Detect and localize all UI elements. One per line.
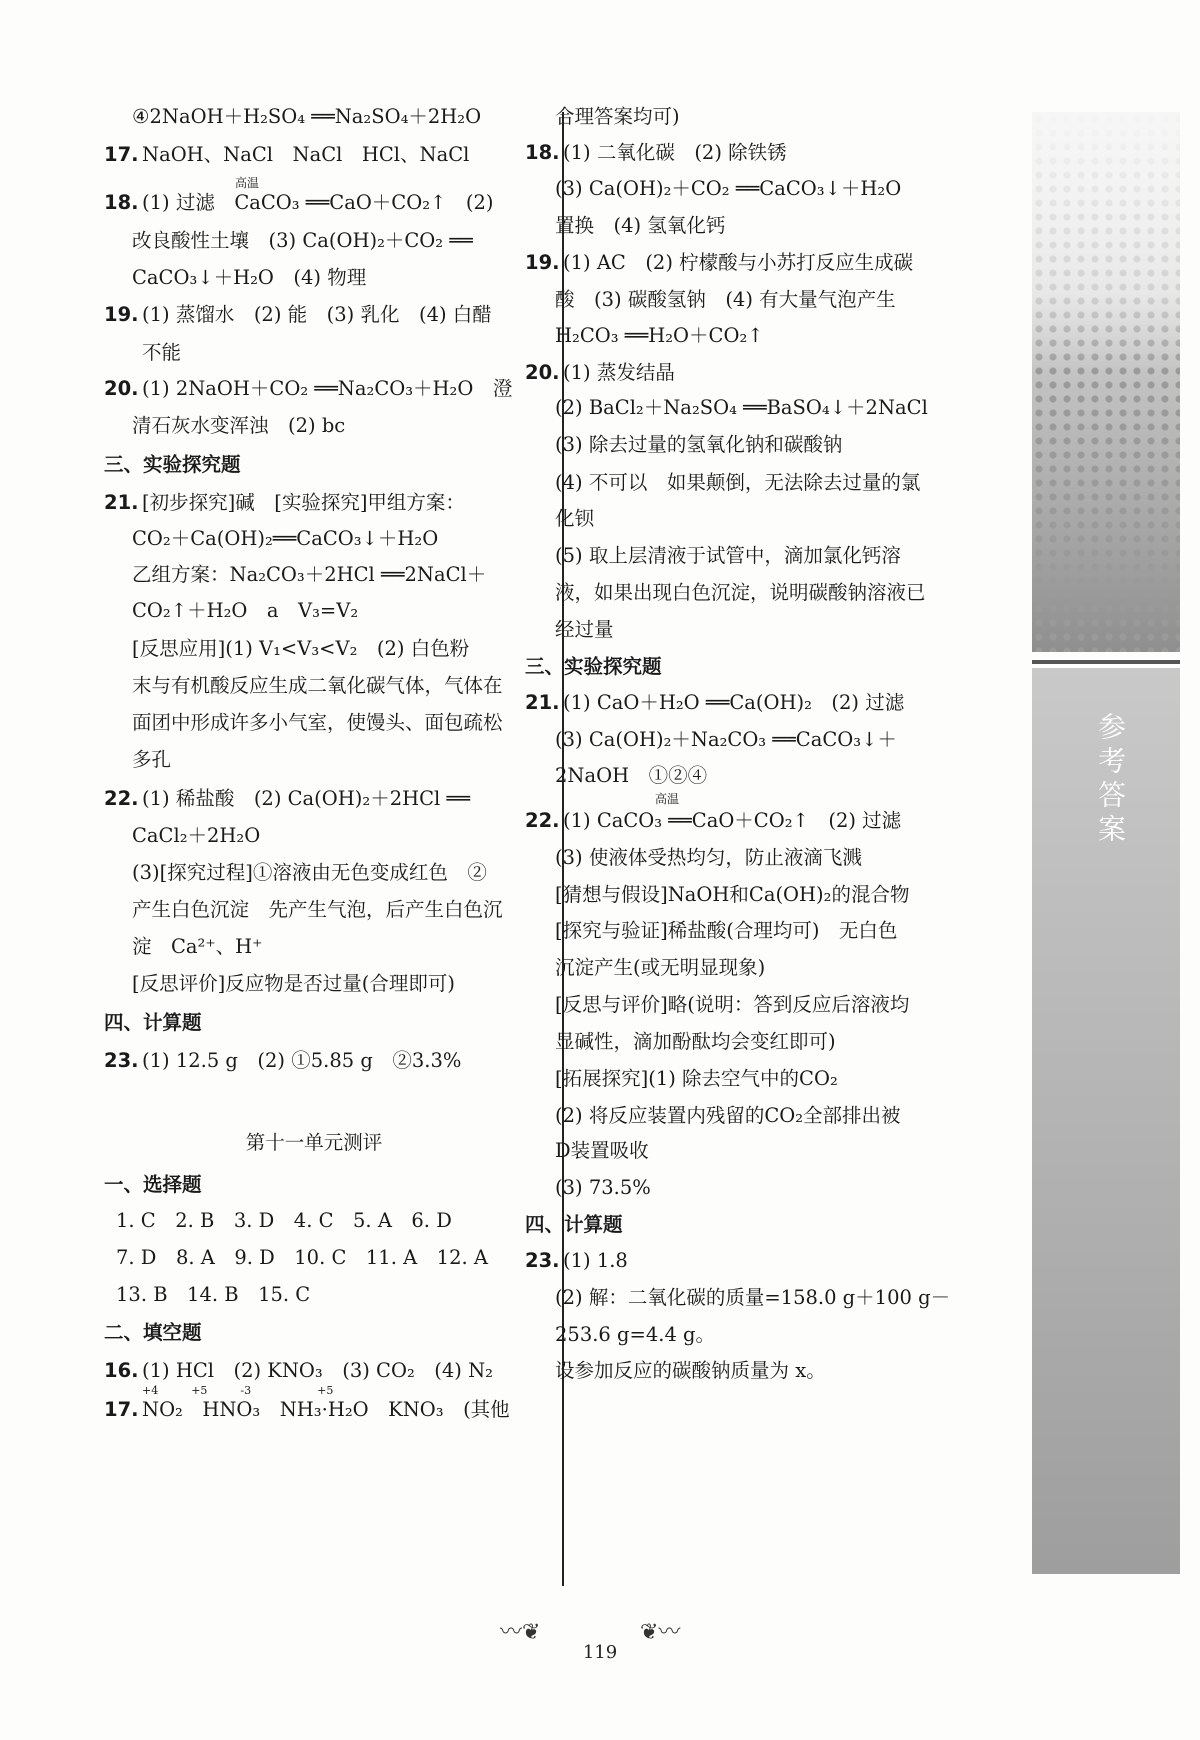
answer-line: ④2NaOH＋H₂SO₄ ══Na₂SO₄＋2H₂O [132,105,482,128]
answer-text: (1) CaO＋H₂O ══Ca(OH)₂ (2) 过滤 [563,691,905,714]
section-heading: 三、实验探究题 [525,655,662,678]
answer-line: 改良酸性土壤 (3) Ca(OH)₂＋CO₂ ══ [132,229,473,252]
leaf-ornament-icon: ❦〰 [640,1620,681,1645]
answer-line: (4) 不可以 如果颠倒，无法除去过量的氯 [555,471,921,494]
answer-23 [104,1048,461,1074]
answer-line: 淀 Ca²⁺、H⁺ [132,935,263,958]
reaction-condition: 高温 [655,792,680,806]
question-number: 23. [104,1049,139,1072]
question-number: 16. [104,1359,139,1382]
section-heading: 三、实验探究题 [104,453,241,476]
dot-pattern-decoration [1032,112,1180,652]
unit-title: 第十一单元测评 [245,1131,383,1154]
answer-line: 沉淀产生(或无明显现象) [555,956,766,979]
question-number: 23. [525,1249,560,1272]
answer-text: NO₂ HNO₃ NH₃·H₂O KNO₃ (其他 [142,1398,510,1421]
answer-text: [初步探究]碱 [实验探究]甲组方案： [142,491,465,514]
answer-text: (1) HCl (2) KNO₃ (3) CO₂ (4) N₂ [142,1359,493,1382]
answer-line: 2NaOH ①②④ [555,764,708,787]
answer-text: (1) 12.5 g (2) ①5.85 g ②3.3% [142,1049,462,1072]
answer-line: [反思与评价]略(说明：答到反应后溶液均 [555,993,910,1016]
valence-marks: +4 +5 -3 +5 [142,1384,334,1397]
answer-17-unit [104,1397,510,1423]
question-number: 22. [104,787,139,810]
sidebar-divider [1032,660,1180,664]
answer-22 [104,786,470,812]
answer-line: [反思应用](1) V₁<V₃<V₂ (2) 白色粉 [132,637,470,660]
answer-18 [104,190,494,216]
answer-21 [525,690,904,716]
question-number: 21. [525,691,560,714]
answer-line: (3) Ca(OH)₂＋Na₂CO₃ ══CaCO₃↓＋ [555,728,897,751]
choice-answers: 7. D 8. A 9. D 10. C 11. A 12. A [116,1246,488,1269]
sidebar-label: 参考答案 [1094,712,1127,848]
answer-line: 不能 [142,341,182,364]
answer-line: CaCO₃↓＋H₂O (4) 物理 [132,266,367,289]
answer-text: (1) AC (2) 柠檬酸与小苏打反应生成碳 [563,251,914,274]
answer-line: 合理答案均可) [555,105,680,128]
answer-line: (3) 除去过量的氢氧化钠和碳酸钠 [555,433,843,456]
answer-text: NaOH、NaCl NaCl HCl、NaCl [142,143,470,166]
answer-line: (5) 取上层清液于试管中，滴加氯化钙溶 [555,544,901,567]
answer-line: 置换 (4) 氢氧化钙 [555,214,726,237]
answer-line: CO₂＋Ca(OH)₂══CaCO₃↓＋H₂O [132,527,439,550]
answer-line: [探究与验证]稀盐酸(合理均可) 无白色 [555,919,898,942]
answer-line: [反思评价]反应物是否过量(合理即可) [132,972,455,995]
page-number: 119 [582,1642,618,1663]
answer-line: 酸 (3) 碳酸氢钠 (4) 有大量气泡产生 [555,288,896,311]
answer-20 [525,360,675,386]
answer-19 [525,250,913,276]
answer-line: (3)[探究过程]①溶液由无色变成红色 ② [132,861,487,884]
answer-line: 经过量 [555,618,614,641]
section-heading: 四、计算题 [525,1213,623,1236]
answer-line: 产生白色沉淀 先产生气泡，后产生白色沉 [132,898,503,921]
answer-line: CO₂↑＋H₂O a V₃=V₂ [132,599,359,622]
answer-line: 显碱性，滴加酚酞均会变红即可) [555,1030,836,1053]
question-number: 18. [104,191,139,214]
answer-line: 清石灰水变浑浊 (2) bc [132,414,346,437]
answer-line: (2) 将反应装置内残留的CO₂全部排出被 [555,1104,901,1127]
answer-23 [525,1248,628,1274]
answer-line: D装置吸收 [555,1139,649,1162]
question-number: 22. [525,809,560,832]
answer-line: 253.6 g=4.4 g。 [555,1323,716,1346]
answer-19 [104,302,492,328]
question-number: 20. [525,361,560,384]
question-number: 17. [104,143,139,166]
answer-17 [104,142,469,168]
choice-answers: 1. C 2. B 3. D 4. C 5. A 6. D [116,1209,452,1232]
answer-line: H₂CO₃ ══H₂O＋CO₂↑ [555,324,764,347]
answer-line: [拓展探究](1) 除去空气中的CO₂ [555,1067,838,1090]
section-heading: 四、计算题 [104,1011,202,1034]
answer-line: 末与有机酸反应生成二氧化碳气体，气体在 [132,674,503,697]
answer-text: (1) 稀盐酸 (2) Ca(OH)₂＋2HCl ══ [142,787,470,810]
answer-line: 乙组方案：Na₂CO₃＋2HCl ══2NaCl＋ [132,563,487,586]
question-number: 19. [104,303,139,326]
answer-line: CaCl₂＋2H₂O [132,824,261,847]
answer-text: (1) 蒸馏水 (2) 能 (3) 乳化 (4) 白醋 [142,303,492,326]
answer-21 [104,490,465,516]
answer-text: (1) 过滤 CaCO₃ ══CaO＋CO₂↑ (2) [142,191,494,214]
answer-line: 化钡 [555,507,595,530]
question-number: 21. [104,491,139,514]
question-number: 17. [104,1398,139,1421]
answer-text: (1) 蒸发结晶 [563,361,675,384]
answer-line: 设参加反应的碳酸钠质量为 x。 [555,1359,826,1382]
answer-line: 面团中形成许多小气室，使馒头、面包疏松 [132,711,503,734]
answer-text: (1) 2NaOH＋CO₂ ══Na₂CO₃＋H₂O 澄 [142,377,513,400]
leaf-ornament-icon: 〰❦ [500,1620,541,1645]
answer-text: (1) 1.8 [563,1249,628,1272]
answer-line: [猜想与假设]NaOH和Ca(OH)₂的混合物 [555,883,910,906]
question-number: 19. [525,251,560,274]
answer-line: (3) Ca(OH)₂＋CO₂ ══CaCO₃↓＋H₂O [555,177,902,200]
answer-line: (3) 使液体受热均匀，防止液滴飞溅 [555,846,862,869]
answer-text: (1) 二氧化碳 (2) 除铁锈 [563,141,787,164]
answer-key-sidebar [1032,112,1180,1574]
question-number: 20. [104,377,139,400]
answer-16 [104,1358,493,1384]
reaction-condition: 高温 [235,176,260,190]
answer-line: 液，如果出现白色沉淀，说明碳酸钠溶液已 [555,581,926,604]
answer-text: (1) CaCO₃ ══CaO＋CO₂↑ (2) 过滤 [563,809,902,832]
answer-line: (2) 解：二氧化碳的质量=158.0 g＋100 g－ [555,1286,951,1309]
answer-line: (2) BaCl₂＋Na₂SO₄ ══BaSO₄↓＋2NaCl [555,396,928,419]
section-heading: 二、填空题 [104,1321,202,1344]
answer-line: 多孔 [132,748,172,771]
choice-answers: 13. B 14. B 15. C [116,1283,311,1306]
answer-18 [525,140,787,166]
section-heading: 一、选择题 [104,1173,202,1196]
answer-22 [525,808,901,834]
answer-line: (3) 73.5% [555,1176,651,1199]
answer-20 [104,376,512,402]
question-number: 18. [525,141,560,164]
